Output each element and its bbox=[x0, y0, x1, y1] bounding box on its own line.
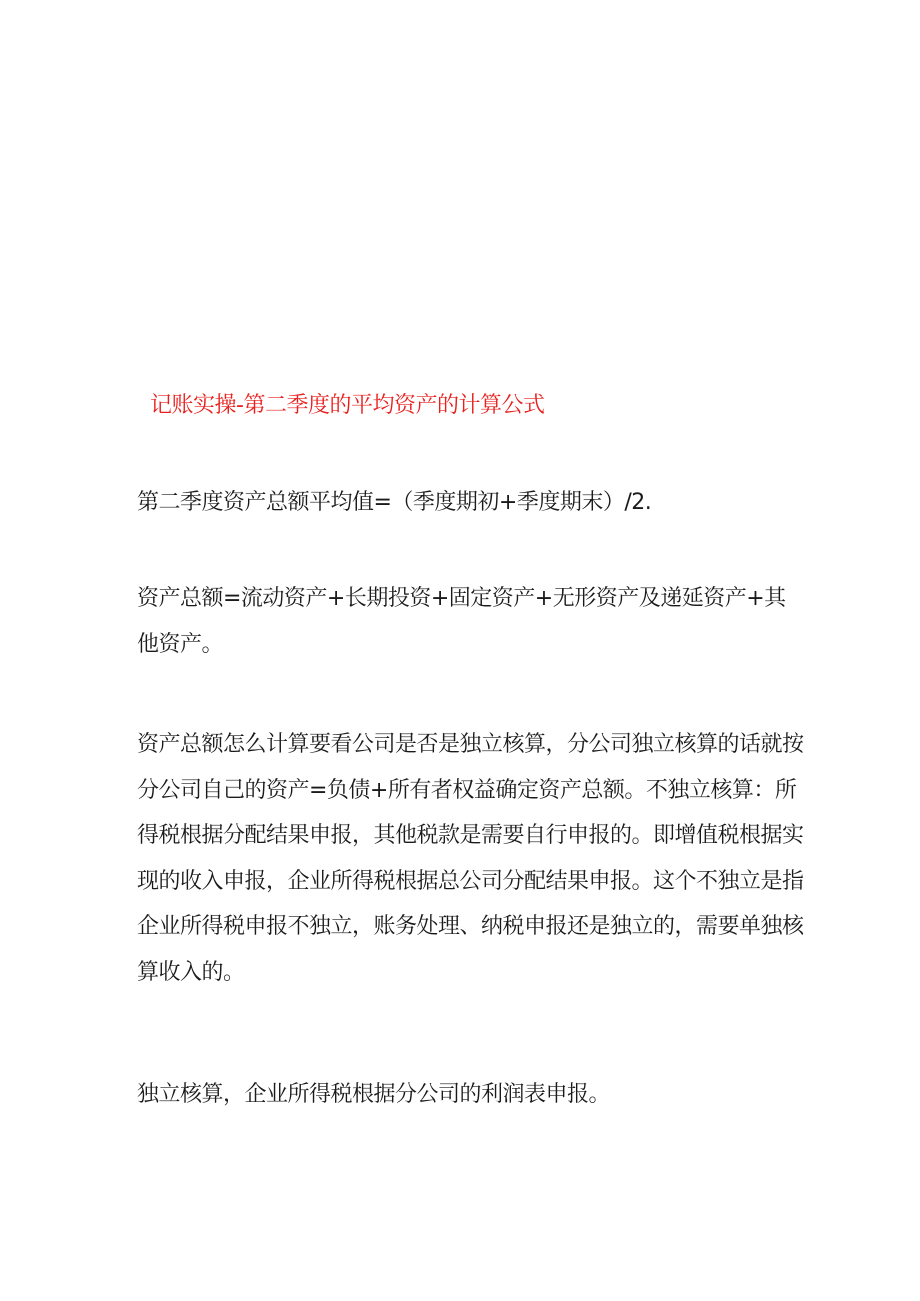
paragraph-independent-accounting: 独立核算，企业所得税根据分公司的利润表申报。 bbox=[137, 1082, 611, 1107]
document-title: 记账实操-第二季度的平均资产的计算公式 bbox=[150, 393, 545, 418]
paragraph-total-assets-formula: 资产总额=流动资产+长期投资+固定资产+无形资产及递延资产+其他资产。 bbox=[137, 586, 786, 657]
paragraph-accounting-explanation: 资产总额怎么计算要看公司是否是独立核算，分公司独立核算的话就按分公司自己的资产=负债+所有者权益确定资产总额。不独立核算：所得税根据分配结果申报，其他税款是需要自行申报的。即增值税根据实现的收入申报，企业所得税根据总公司分配结果申报。这个不独立是指企业所得税申报不独立，账务处理、纳税申报还是独立的，需要单独核算收入的。 bbox=[137, 732, 804, 985]
paragraph-average-formula: 第二季度资产总额平均值=（季度期初+季度期末）/2. bbox=[137, 490, 652, 515]
